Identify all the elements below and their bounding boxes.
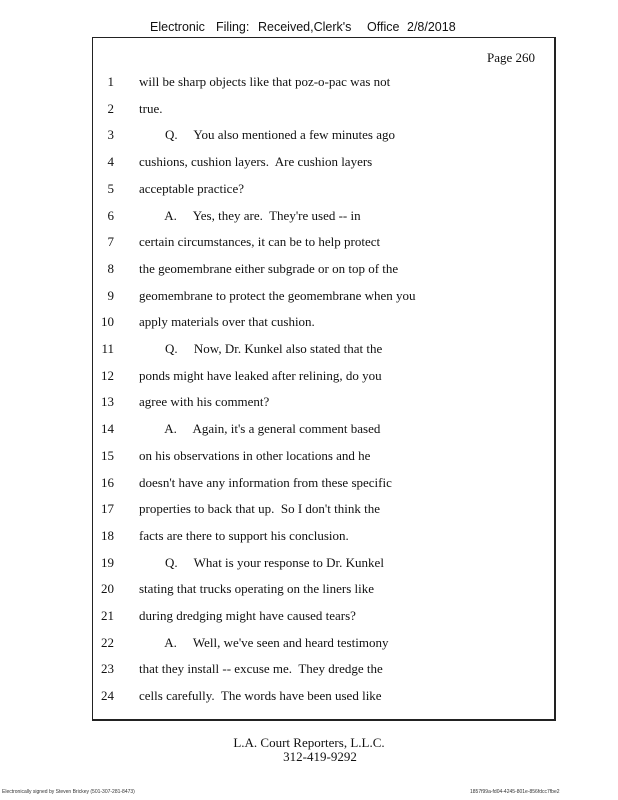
line-number: 14	[101, 421, 114, 437]
line-number: 10	[101, 314, 114, 330]
transcript-line	[0, 421, 560, 441]
line-text: that they install -- excuse me. They dredge the	[139, 661, 383, 677]
line-number: 4	[107, 154, 114, 170]
line-number: 7	[107, 234, 114, 250]
line-text: ponds might have leaked after relining, do you	[139, 367, 382, 383]
line-text: facts are there to support his conclusion.	[139, 527, 349, 543]
line-text: apply materials over that cushion.	[139, 314, 315, 330]
transcript-line	[0, 341, 560, 361]
transcript-line	[0, 314, 560, 334]
transcript-line	[0, 661, 560, 681]
line-number: 18	[101, 527, 114, 543]
transcript-line	[0, 288, 560, 308]
line-number: 5	[107, 180, 114, 196]
line-text: during dredging might have caused tears?	[139, 608, 356, 623]
line-text: A. Again, it's a general comment based	[139, 421, 381, 437]
line-text: certain circumstances, it can be to help protect	[139, 234, 381, 250]
line-number: 21	[101, 608, 114, 623]
line-text: will be sharp objects like that poz-o-pac was not	[139, 74, 391, 89]
reporter-company: L.A. Court Reporters, L.L.C.	[233, 735, 385, 750]
transcript-line	[0, 74, 560, 94]
line-text: cushions, cushion layers. Are cushion layers	[139, 154, 373, 170]
line-number: 20	[101, 581, 114, 597]
line-number: 17	[101, 501, 114, 517]
line-number: 2	[107, 100, 114, 116]
transcript-line	[0, 555, 560, 575]
transcript-line	[0, 394, 560, 414]
line-number: 3	[107, 127, 114, 143]
line-number: 16	[101, 474, 114, 490]
line-number: 11	[101, 341, 114, 356]
line-number: 8	[107, 260, 114, 276]
transcript-line	[0, 581, 560, 601]
line-number: 24	[101, 688, 114, 704]
line-text: stating that trucks operating on the liners like	[139, 581, 375, 597]
header-received: Received,Clerk's	[258, 20, 352, 34]
transcript-line	[0, 688, 560, 708]
line-number: 9	[107, 287, 114, 303]
line-text: properties to back that up. So I don't think the	[139, 501, 380, 517]
transcript-line	[0, 261, 560, 281]
transcript-line	[0, 448, 560, 468]
transcript-line	[0, 501, 560, 521]
transcript-line	[0, 154, 560, 174]
line-text: true.	[139, 100, 163, 116]
header-date: 2/8/2018	[407, 20, 456, 34]
line-number: 13	[101, 394, 114, 410]
header-filing: Filing:	[216, 20, 250, 34]
document-id: 1857f99a-fd04-4245-801e-856fdcc7fbe2	[470, 789, 560, 795]
line-text: Q. You also mentioned a few minutes ago	[139, 127, 396, 143]
line-text: doesn't have any information from these specific	[139, 474, 392, 490]
line-text: agree with his comment?	[139, 394, 270, 410]
line-text: the geomembrane either subgrade or on top of the	[139, 260, 399, 276]
line-number: 23	[101, 661, 114, 677]
line-text: acceptable practice?	[139, 180, 244, 196]
line-number: 6	[107, 207, 114, 223]
transcript-line	[0, 208, 560, 228]
transcript-line	[0, 181, 560, 201]
transcript-line	[0, 368, 560, 388]
transcript-line	[0, 608, 560, 628]
transcript-line	[0, 127, 560, 147]
line-number: 22	[101, 634, 114, 650]
transcript-line	[0, 528, 560, 548]
header-office: Office	[367, 20, 400, 34]
line-number: 12	[101, 367, 114, 383]
transcript-line	[0, 635, 560, 655]
line-text: A. Well, we've seen and heard testimony	[139, 634, 389, 650]
line-text: cells carefully. The words have been used like	[139, 688, 382, 704]
transcript-line	[0, 101, 560, 121]
line-number: 19	[101, 554, 114, 570]
header-electronic: Electronic	[150, 20, 205, 34]
line-text: Q. What is your response to Dr. Kunkel	[139, 554, 384, 570]
transcript-line	[0, 234, 560, 254]
reporter-phone: 312-419-9292	[283, 749, 357, 764]
line-text: geomembrane to protect the geomembrane when you	[139, 287, 416, 303]
line-text: on his observations in other locations and he	[139, 447, 371, 463]
signature-note: Electronically signed by Steven Brickey (501-307-281-8473)	[2, 789, 135, 795]
transcript-line	[0, 475, 560, 495]
line-number: 15	[101, 447, 114, 463]
line-text: A. Yes, they are. They're used -- in	[139, 207, 361, 223]
line-text: Q. Now, Dr. Kunkel also stated that the	[139, 341, 383, 356]
page-number: Page 260	[487, 50, 536, 65]
line-number: 1	[107, 74, 114, 89]
